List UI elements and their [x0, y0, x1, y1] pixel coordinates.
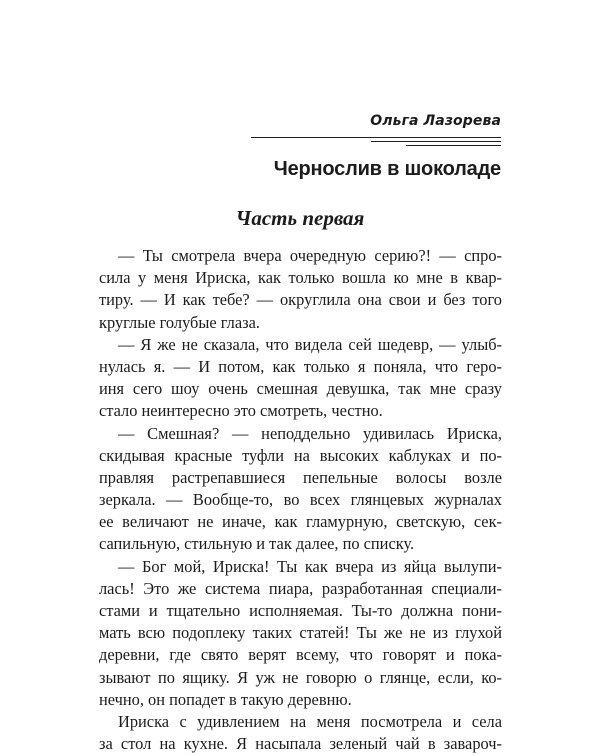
text-line: — Я же не сказала, что видела сей шедевр, — улыб-	[118, 334, 502, 354]
text-line: зывают по ящику. Я уж не говорю о глянце, если, ко-	[99, 667, 502, 687]
header-rule-short	[406, 145, 501, 146]
text-line: мать всю подоплеку таких статей! Ты же не из глухой	[99, 623, 502, 643]
header-rule-medium	[371, 141, 501, 142]
header-rule-long	[251, 137, 501, 138]
text-line: за стол на кухне. Я насыпала зеленый чай в завароч-	[99, 734, 502, 754]
text-line: нулась я. — И потом, как только я поняла, что геро-	[99, 356, 502, 376]
text-line: сапильную, стильную и так далее, по списку.	[99, 534, 415, 554]
text-line: ее величают не иначе, как гламурную, светскую, сек-	[99, 512, 502, 532]
text-line: деревни, где свято верят всему, что говорят и пока-	[99, 645, 502, 665]
text-line: лась! Это же система пиара, разработанная специали-	[99, 578, 502, 598]
running-header-author: Ольга Лазорева	[370, 113, 501, 129]
text-line: тиру. — И как тебе? — округлила она свои и без того	[99, 290, 502, 310]
text-line: Ириска с удивлением на меня посмотрела и села	[118, 711, 502, 731]
body-text	[99, 245, 502, 755]
text-line: зеркала. — Вообще-то, во всех глянцевых журналах	[99, 490, 502, 510]
part-title: Часть первая	[235, 206, 365, 230]
text-line: нечно, он попадет в такую деревню.	[99, 689, 352, 709]
text-line: иня сего шоу очень смешная девушка, так мне сразу	[99, 379, 502, 399]
text-line: стало неинтересно это смотреть, честно.	[99, 401, 383, 421]
text-line: скидывая красные туфли на высоких каблуках и по-	[99, 445, 502, 465]
text-line: стами и тщательно исполняемая. Ты-то должна пони-	[99, 601, 502, 620]
text-line: круглые голубые глаза.	[99, 312, 260, 332]
text-line: — Бог мой, Ириска! Ты как вчера из яйца вылупи-	[118, 556, 502, 576]
book-title: Чернослив в шоколаде	[273, 158, 501, 180]
text-line: — Ты смотрела вчера очередную серию?! — спро-	[118, 246, 502, 265]
text-line: — Смешная? — неподдельно удивилась Ириска,	[118, 423, 502, 443]
text-line: правляя растрепавшиеся пепельные волосы возле	[99, 467, 502, 487]
text-line: сила у меня Ириска, как только вошла ко мне в квар-	[99, 268, 502, 288]
